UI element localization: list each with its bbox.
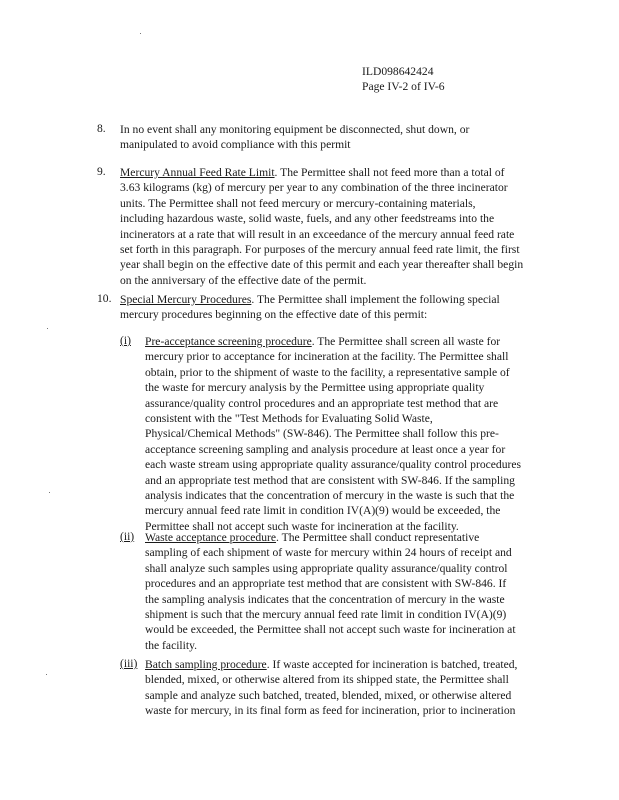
section-title: Pre-acceptance screening procedure: [145, 335, 312, 348]
paragraph-8: [120, 122, 469, 153]
paragraph-line: obtain, prior to the shipment of waste to the facility, a representative sample of: [145, 365, 510, 379]
item-number-10: 10.: [97, 292, 112, 305]
paragraph-line: units. The Permittee shall not feed mercury or mercury-containing materials,: [120, 196, 476, 210]
paragraph-line: sample and analyze such batched, treated, blended, mixed, or otherwise altered: [145, 688, 512, 702]
paragraph-line: consistent with the "Test Methods for Evaluating Solid Waste,: [145, 412, 433, 426]
paragraph-line: shipment is such that the mercury annual feed rate limit in condition IV(A)(9): [145, 608, 507, 622]
subparagraph-ii: [145, 530, 516, 653]
paragraph-line: and an appropriate test method that are consistent with SW-846. If the sampling: [145, 473, 515, 487]
paragraph-line: sampling of each shipment of waste for mercury within 24 hours of receipt and: [145, 546, 512, 560]
paragraph-line: set forth in this paragraph. For purposes of the mercury annual feed rate limit, the first: [120, 243, 520, 257]
paragraph-line: mercury procedures beginning on the effective date of this permit:: [120, 308, 428, 322]
paragraph-first-line: Mercury Annual Feed Rate Limit. The Permittee shall not feed more than a total of: [120, 166, 505, 179]
paragraph-line: mercury annual feed rate limit in condition IV(A)(9) would be exceeded, the: [145, 504, 501, 518]
section-title: Waste acceptance procedure: [145, 531, 277, 544]
paragraph-9: [120, 165, 523, 288]
page-header: [362, 64, 445, 94]
paragraph-line: Physical/Chemical Methods" (SW-846). The Permittee shall follow this pre-: [145, 427, 499, 441]
subparagraph-i: [145, 334, 521, 534]
paragraph-line: Permittee shall not accept such waste for incineration at the facility.: [145, 519, 459, 533]
paragraph-line: procedures and an appropriate test method that are consistent with SW-846. If: [145, 577, 507, 591]
section-title: Special Mercury Procedures: [120, 293, 252, 306]
subitem-number-i: (i): [120, 334, 131, 347]
paragraph-line: mercury prior to acceptance for incineration at the facility. The Permittee shall: [145, 350, 509, 364]
scan-speck: [46, 674, 47, 675]
paragraph-line: the facility.: [145, 638, 198, 652]
page-number: Page IV-2 of IV-6: [362, 80, 445, 93]
paragraph-line: the sampling analysis indicates that the concentration of mercury in the waste: [145, 592, 505, 606]
paragraph-10: [120, 292, 500, 323]
paragraph-line: shall analyze such samples using appropriate quality assurance/quality control: [145, 561, 508, 575]
paragraph-line: manipulated to avoid compliance with this permit: [120, 138, 351, 152]
paragraph-line: year shall begin on the effective date of this permit and each year thereafter shall begin: [120, 258, 524, 272]
paragraph-line: the waste for mercury analysis by the Permittee using appropriate quality: [145, 381, 485, 395]
scan-speck: [47, 328, 48, 329]
document-id: ILD098642424: [362, 65, 434, 78]
paragraph-line: each waste stream using appropriate quality assurance/quality control procedures: [145, 458, 522, 472]
paragraph-first-line: Pre-acceptance screening procedure. The Permittee shall screen all waste for: [145, 335, 501, 348]
section-title: Batch sampling procedure: [145, 658, 267, 671]
paragraph-line: incinerators at a rate that will result in an exceedance of the mercury annual feed rate: [120, 227, 515, 241]
subparagraph-iii: [145, 657, 517, 719]
paragraph-first-line: Waste acceptance procedure. The Permittee shall conduct representative: [145, 531, 480, 544]
paragraph-line: including hazardous waste, solid waste, fuels, and any other feedstreams into the: [120, 212, 495, 226]
paragraph-line: would be exceeded, the Permittee shall not accept such waste for incineration at: [145, 623, 516, 637]
paragraph-line: waste for mercury, in its final form as feed for incineration, prior to incineration: [145, 704, 516, 718]
item-number-9: 9.: [97, 165, 106, 178]
subitem-number-iii: (iii): [120, 657, 138, 670]
paragraph-line: analysis indicates that the concentration of mercury in the waste is such that the: [145, 489, 515, 503]
section-title: Mercury Annual Feed Rate Limit: [120, 166, 275, 179]
paragraph-first-line: Batch sampling procedure. If waste accepted for incineration is batched, treated,: [145, 658, 518, 671]
scan-speck: [140, 33, 141, 34]
paragraph-line: on the anniversary of the effective date of the permit.: [120, 273, 367, 287]
paragraph-line: acceptance screening sampling and analysis procedure at least once a year for: [145, 442, 506, 456]
item-number-8: 8.: [97, 122, 106, 135]
subitem-number-ii: (ii): [120, 530, 135, 543]
paragraph-line: In no event shall any monitoring equipment be disconnected, shut down, or: [120, 123, 470, 136]
paragraph-line: 3.63 kilograms (kg) of mercury per year to any combination of the three incinerator: [120, 181, 508, 195]
paragraph-line: blended, mixed, or otherwise altered from its shipped state, the Permittee shall: [145, 673, 509, 687]
paragraph-line: assurance/quality control procedures and an appropriate test method that are: [145, 396, 499, 410]
scan-speck: [49, 492, 50, 493]
paragraph-first-line: Special Mercury Procedures. The Permittee shall implement the following special: [120, 293, 500, 306]
